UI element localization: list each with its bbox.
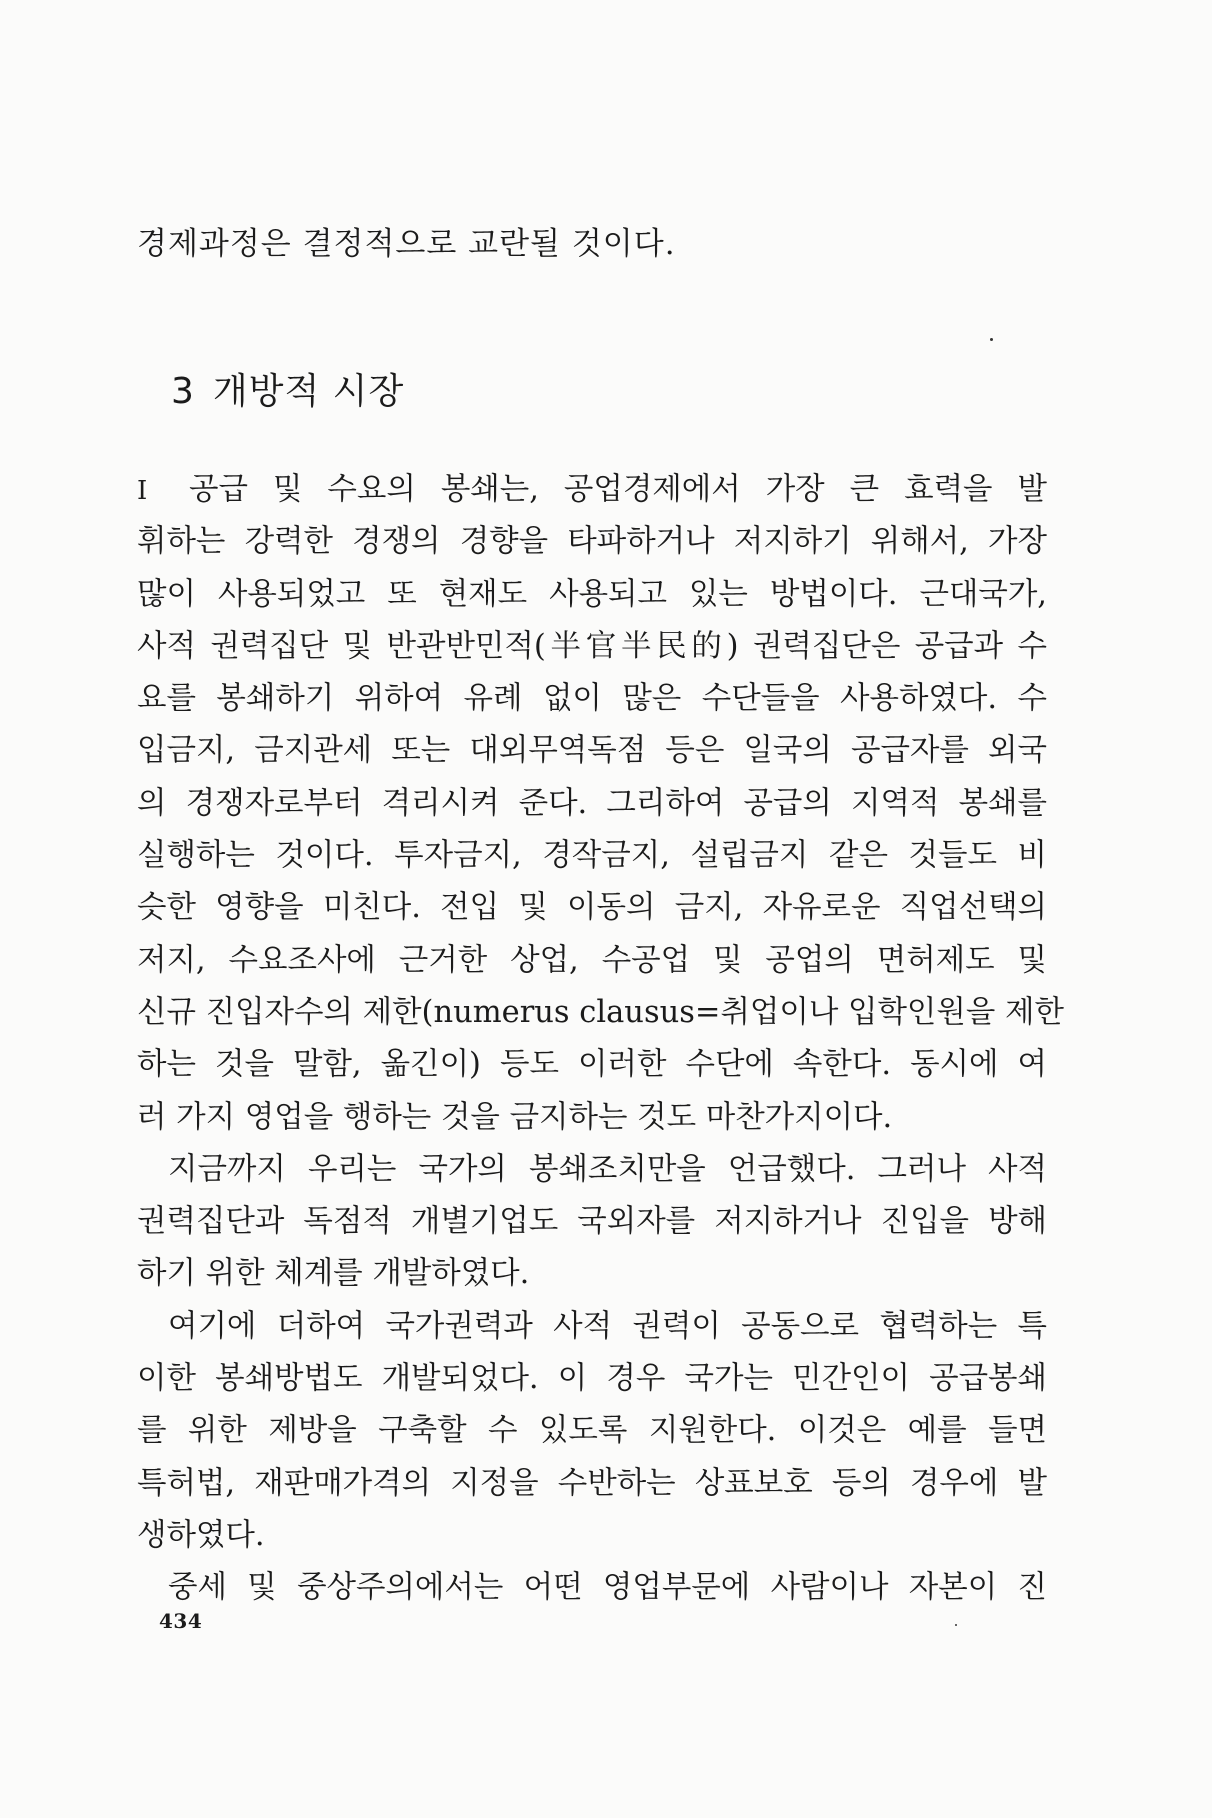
paragraph-marker: I: [137, 476, 148, 506]
paragraph: [137, 1301, 1047, 1562]
text-line: 러 가지 영업을 행하는 것을 금지하는 것도 마찬가지이다.: [137, 1099, 893, 1135]
text-line: 지금까지 우리는 국가의 봉쇄조치만을 언급했다. 그러나 사적: [168, 1151, 1047, 1187]
body-text: [137, 464, 1064, 1615]
text-line: 의 경쟁자로부터 격리시켜 준다. 그리하여 공급의 지역적 봉쇄를: [137, 785, 1047, 821]
text-line: 입금지, 금지관세 또는 대외무역독점 등은 일국의 공급자를 외국: [137, 733, 1047, 769]
text-line: 슷한 영향을 미친다. 전입 및 이동의 금지, 자유로운 직업선택의: [137, 890, 1047, 926]
text-line: 사적 권력집단 및 반관반민적(半官半民的) 권력집단은 공급과 수: [137, 628, 1047, 664]
text-line: 특허법, 재판매가격의 지정을 수반하는 상표보호 등의 경우에 발: [137, 1465, 1047, 1501]
print-speck: [955, 1624, 957, 1626]
paragraph: [137, 1144, 1047, 1301]
text-line: 실행하는 것이다. 투자금지, 경작금지, 설립금지 같은 것들도 비: [137, 838, 1047, 874]
text-line: 하는 것을 말함, 옮긴이) 등도 이러한 수단에 속한다. 동시에 여: [137, 1047, 1047, 1083]
section-heading: [171, 366, 404, 418]
text-line: 신규 진입자수의 제한(numerus clausus=취업이나 입학인원을 제한: [137, 994, 1064, 1030]
text-line: I 공급 및 수요의 봉쇄는, 공업경제에서 가장 큰 효력을 발: [137, 464, 1047, 516]
text-line: 중세 및 중상주의에서는 어떤 영업부문에 사람이나 자본이 진: [168, 1570, 1047, 1606]
carryover-line: 경제과정은 결정적으로 교란될 것이다.: [137, 226, 676, 262]
text-line: 하기 위한 체계를 개발하였다.: [137, 1256, 530, 1292]
text-line: 생하였다.: [137, 1517, 265, 1553]
text-line: 이한 봉쇄방법도 개발되었다. 이 경우 국가는 민간인이 공급봉쇄: [137, 1361, 1047, 1397]
section-title: 개방적 시장: [212, 371, 405, 412]
text-line: 여기에 더하여 국가권력과 사적 권력이 공동으로 협력하는 특: [168, 1308, 1047, 1344]
print-speck: [990, 338, 993, 341]
paragraph: [137, 1562, 1047, 1614]
text-line: 휘하는 강력한 경쟁의 경향을 타파하거나 저지하기 위해서, 가장: [137, 524, 1047, 560]
section-number: 3: [171, 371, 195, 412]
text-line: 권력집단과 독점적 개별기업도 국외자를 저지하거나 진입을 방해: [137, 1204, 1047, 1240]
text-line: 를 위한 제방을 구축할 수 있도록 지원한다. 이것은 예를 들면: [137, 1413, 1047, 1449]
page-number: 434: [159, 1609, 203, 1633]
paragraph: [137, 464, 1064, 1144]
text-line: 요를 봉쇄하기 위하여 유례 없이 많은 수단들을 사용하였다. 수: [137, 681, 1047, 717]
text-line: 저지, 수요조사에 근거한 상업, 수공업 및 공업의 면허제도 및: [137, 942, 1047, 978]
text-line: 많이 사용되었고 또 현재도 사용되고 있는 방법이다. 근대국가,: [137, 576, 1047, 612]
